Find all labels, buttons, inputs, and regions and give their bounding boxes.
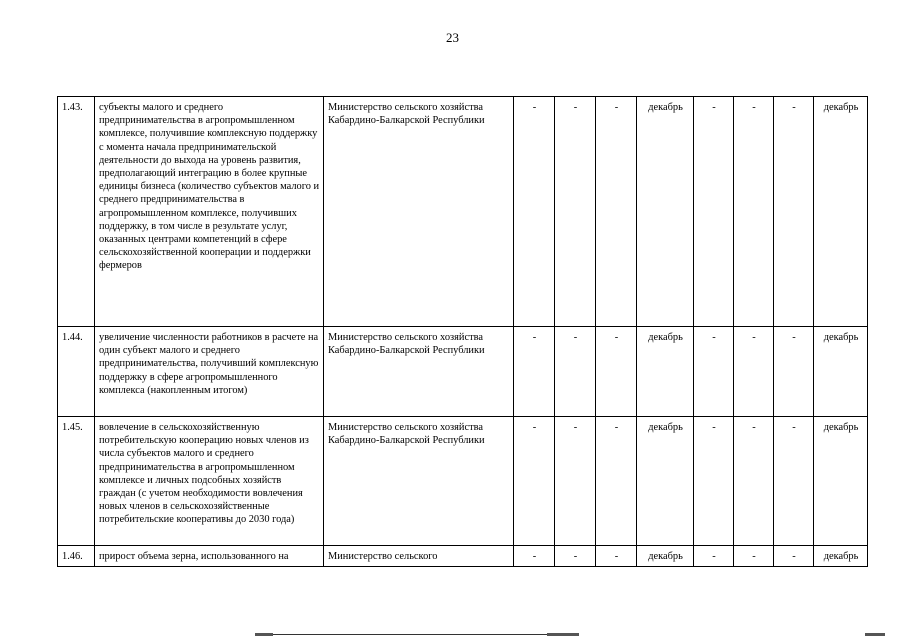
- term-cell: -: [774, 327, 814, 417]
- term-cell: -: [734, 97, 774, 327]
- term-cell: -: [514, 546, 555, 567]
- responsible-executor: Министерство сельского хозяйства Кабардино-Балкарской Республики: [324, 417, 514, 546]
- term-cell: -: [734, 417, 774, 546]
- term-cell: -: [694, 417, 734, 546]
- footer-rule: [255, 634, 565, 635]
- term-cell: -: [774, 417, 814, 546]
- term-cell: -: [734, 327, 774, 417]
- responsible-executor: Министерство сельского хозяйства Кабардино-Балкарской Республики: [324, 97, 514, 327]
- footer-mark: [547, 633, 579, 636]
- term-cell: -: [555, 546, 596, 567]
- table-row: [58, 97, 868, 327]
- term-cell: -: [555, 327, 596, 417]
- term-cell: -: [774, 97, 814, 327]
- term-cell: -: [596, 97, 637, 327]
- page-number: 23: [446, 30, 459, 45]
- term-cell: -: [596, 417, 637, 546]
- indicator-description: увеличение численности работников в расчете на один субъект малого и среднего предпринимательства, получивший комплексную поддержку в сфере агропромышленного комплекса (накопленным итогом): [95, 327, 324, 417]
- row-number: 1.46.: [58, 546, 95, 567]
- indicator-description: прирост объема зерна, использованного на: [95, 546, 324, 567]
- term-cell: -: [694, 327, 734, 417]
- term-cell: декабрь: [637, 417, 694, 546]
- responsible-executor: Министерство сельского: [324, 546, 514, 567]
- table-row: [58, 546, 868, 567]
- footer-mark: [865, 633, 885, 636]
- term-cell: -: [514, 327, 555, 417]
- term-cell: -: [514, 417, 555, 546]
- row-number: 1.45.: [58, 417, 95, 546]
- table-row: [58, 417, 868, 546]
- term-cell: -: [596, 546, 637, 567]
- plan-table: [57, 96, 868, 567]
- indicator-description: субъекты малого и среднего предпринимательства в агропромышленном комплексе, получившие комплексную поддержку с момента начала предпринимательской деятельности до выхода на уровень развития, предполагающий интеграцию в более крупные единицы бизнеса (количество субъектов малого и среднего предпринимательства в агропромышленном комплексе, получивших поддержку, в том числе в результате услуг, оказанных центрами компетенций в сфере сельскохозяйственной кооперации и поддержки фермеров: [95, 97, 324, 327]
- row-number: 1.43.: [58, 97, 95, 327]
- term-cell: декабрь: [814, 417, 868, 546]
- indicator-description: вовлечение в сельскохозяйственную потребительскую кооперацию новых членов из числа субъектов малого и среднего предпринимательства в агропромышленном комплексе и личных подсобных хозяйств граждан (с учетом необходимости вовлечения новых членов в сельскохозяйственные потребительские кооперативы до 2030 года): [95, 417, 324, 546]
- document-footer-marks: [255, 633, 885, 636]
- term-cell: -: [774, 546, 814, 567]
- term-cell: декабрь: [637, 97, 694, 327]
- footer-mark: [255, 633, 273, 636]
- term-cell: -: [596, 327, 637, 417]
- term-cell: -: [694, 97, 734, 327]
- table-row: [58, 327, 868, 417]
- term-cell: -: [555, 97, 596, 327]
- term-cell: декабрь: [814, 546, 868, 567]
- term-cell: декабрь: [637, 546, 694, 567]
- term-cell: -: [734, 546, 774, 567]
- term-cell: -: [694, 546, 734, 567]
- term-cell: -: [555, 417, 596, 546]
- row-number: 1.44.: [58, 327, 95, 417]
- term-cell: декабрь: [814, 97, 868, 327]
- term-cell: декабрь: [814, 327, 868, 417]
- responsible-executor: Министерство сельского хозяйства Кабардино-Балкарской Республики: [324, 327, 514, 417]
- term-cell: -: [514, 97, 555, 327]
- term-cell: декабрь: [637, 327, 694, 417]
